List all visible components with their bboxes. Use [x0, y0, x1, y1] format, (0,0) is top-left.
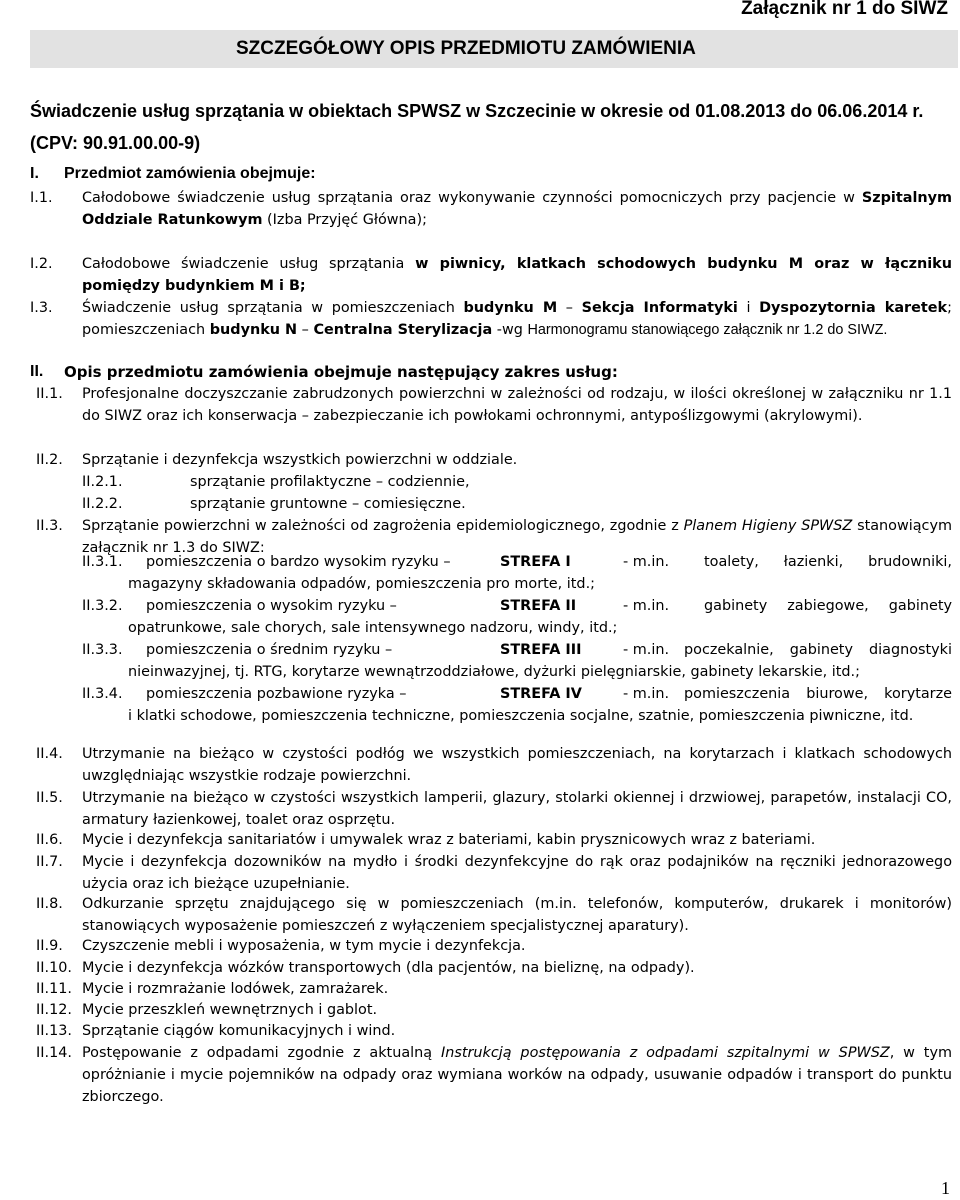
- item-number: II.5.: [36, 790, 63, 806]
- item-number: II.14.: [36, 1045, 72, 1061]
- section-heading: Przedmiot zamówienia obejmuje:: [64, 165, 316, 182]
- item-number: II.9.: [36, 938, 63, 954]
- item-text: Mycie i dezynfekcja wózków transportowych (dla pacjentów, na bieliznę, na odpady).: [82, 960, 695, 976]
- item-number: II.2.: [36, 452, 63, 468]
- item-text: Profesjonalne doczyszczanie zabrudzonych powierzchni w zależności od rodzaju, w ilości określonej w załączniku nr 1.1 do SIWZ oraz ich konserwacja – zabezpieczanie ich powłokami ochronnymi, antypoślizgowymi (akrylowymi).: [82, 386, 952, 424]
- item-text: [82, 297, 952, 341]
- zone-examples-rest: nieinwazyjnej, tj. RTG, korytarze wewnątrzoddziałowe, dyżurki pielęgniarskie, gabinety lekarskie, itd.;: [128, 664, 860, 680]
- item-text: [82, 253, 952, 297]
- section-number: II.: [30, 363, 44, 380]
- zone-name: STREFA I: [500, 554, 571, 570]
- zone-examples-prefix: - m.in.: [623, 642, 670, 658]
- text-run: –: [557, 300, 582, 316]
- text-run: i: [737, 300, 760, 316]
- item-number: II.1.: [36, 386, 63, 402]
- item-text: Sprzątanie i dezynfekcja wszystkich powierzchni w oddziale.: [82, 452, 518, 468]
- item-text: Mycie i dezynfekcja sanitariatów i umywalek wraz z bateriami, kabin prysznicowych wraz z bateriami.: [82, 832, 816, 848]
- text-run-italic: Instrukcją postępowania z odpadami szpitalnymi w SPWSZ: [440, 1045, 890, 1061]
- text-run-bold: w piwnicy, klatkach schodowych budynku M oraz w łączniku pomiędzy budynkiem M i B;: [82, 256, 952, 294]
- zone-name: STREFA III: [500, 642, 582, 658]
- text-run: Postępowanie z odpadami zgodnie z aktualną: [82, 1045, 441, 1061]
- text-run: ; pomieszczeniach: [82, 300, 952, 338]
- zone-name: STREFA IV: [500, 686, 582, 702]
- text-run: -wg: [492, 322, 528, 338]
- section-number: I.: [30, 165, 39, 182]
- text-run: Świadczenie usług sprzątania w pomieszczeniach: [82, 300, 464, 316]
- annex-label: Załącznik nr 1 do SIWZ: [741, 0, 948, 19]
- zone-examples-rest: i klatki schodowe, pomieszczenia techniczne, pomieszczenia socjalne, szatnie, pomieszczenia piwniczne, itd.: [128, 708, 914, 724]
- text-run: , w tym opróżnianie i mycie pojemników na odpady oraz wymiana worków na odpady, usuwanie odpadów i transport do punktu zbiorczego.: [82, 1045, 952, 1105]
- item-number: II.11.: [36, 981, 72, 997]
- text-run: (Izba Przyjęć Główna);: [262, 212, 427, 228]
- item-number: I.2.: [30, 256, 53, 272]
- item-number: II.8.: [36, 896, 63, 912]
- page-number: 1: [941, 1178, 950, 1198]
- text-run-italic: Planem Higieny SPWSZ: [683, 518, 853, 534]
- zone-examples-prefix: - m.in.: [623, 598, 670, 614]
- zone-examples-rest: opatrunkowe, sale chorych, sale intensywnego nadzoru, windy, itd.;: [128, 620, 618, 636]
- item-text: [82, 187, 952, 231]
- item-text: Utrzymanie na bieżąco w czystości podłóg we wszystkich pomieszczeniach, na korytarzach i klatkach schodowych uwzględniając wszystkie rodzaje powierzchni.: [82, 746, 952, 784]
- subitem-number: II.2.2.: [82, 496, 123, 512]
- subitem-number: II.3.3.: [82, 642, 123, 658]
- zone-examples-prefix: - m.in.: [623, 686, 670, 702]
- item-text: Utrzymanie na bieżąco w czystości wszystkich lamperii, glazury, stolarki okiennej i drzwiowej, parapetów, instalacji CO, armatury łazienkowej, toalet oraz osprzętu.: [82, 790, 952, 828]
- item-text: Odkurzanie sprzętu znajdującego się w pomieszczeniach (m.in. telefonów, komputerów, drukarek i monitorów) stanowiących wyposażenie pomieszczeń z wyłączeniem specjalistycznej aparatury).: [82, 896, 952, 934]
- document-title: SZCZEGÓŁOWY OPIS PRZEDMIOTU ZAMÓWIENIA: [236, 38, 696, 59]
- text-run-bold: Dyspozytornia karetek: [759, 300, 948, 316]
- item-number: I.3.: [30, 300, 53, 316]
- text-run-bold: Sekcja Informatyki: [581, 300, 738, 316]
- text-run: Całodobowe świadczenie usług sprzątania: [82, 256, 416, 272]
- subitem-number: II.3.1.: [82, 554, 123, 570]
- zone-examples-first: poczekalnie, gabinety diagnostyki: [684, 642, 952, 658]
- subitem-text: sprzątanie gruntowne – comiesięczne.: [190, 496, 466, 512]
- text-run: stanowiącym załącznik nr 1.3 do SIWZ:: [82, 518, 952, 556]
- text-run-bold: budynku N: [209, 322, 298, 338]
- item-text: Mycie przeszkleń wewnętrznych i gablot.: [82, 1002, 378, 1018]
- text-run: Harmonogramu stanowiącego załącznik nr 1.2 do SIWZ.: [527, 322, 888, 338]
- item-number: II.13.: [36, 1023, 72, 1039]
- item-text: Czyszczenie mebli i wyposażenia, w tym mycie i dezynfekcja.: [82, 938, 526, 954]
- subitem-number: II.3.2.: [82, 598, 123, 614]
- item-number: II.4.: [36, 746, 63, 762]
- item-number: II.12.: [36, 1002, 72, 1018]
- text-run: Sprzątanie powierzchni w zależności od zagrożenia epidemiologicznego, zgodnie z: [82, 518, 684, 534]
- text-run-bold: Centralna Sterylizacja: [313, 322, 493, 338]
- item-number: I.1.: [30, 190, 53, 206]
- text-run: –: [297, 322, 314, 338]
- text-run-bold: Szpitalnym Oddziale Ratunkowym: [82, 190, 952, 228]
- item-number: II.6.: [36, 832, 63, 848]
- zone-examples-first: gabinety zabiegowe, gabinety: [704, 598, 952, 614]
- item-text: [82, 1042, 952, 1108]
- zone-description: pomieszczenia o średnim ryzyku –: [146, 642, 393, 658]
- item-number: II.10.: [36, 960, 72, 976]
- zone-examples-prefix: - m.in.: [623, 554, 670, 570]
- section-heading: Opis przedmiotu zamówienia obejmuje następujący zakres usług:: [64, 363, 618, 381]
- subitem-number: II.2.1.: [82, 474, 123, 490]
- zone-examples-first: pomieszczenia biurowe, korytarze: [684, 686, 952, 702]
- zone-description: pomieszczenia pozbawione ryzyka –: [146, 686, 407, 702]
- zone-name: STREFA II: [500, 598, 577, 614]
- zone-examples-rest: magazyny składowania odpadów, pomieszczenia pro morte, itd.;: [128, 576, 595, 592]
- text-run: Całodobowe świadczenie usług sprzątania oraz wykonywanie czynności pomocniczych przy pacjencie w: [82, 190, 862, 206]
- zone-examples-first: toalety, łazienki, brudowniki,: [704, 554, 952, 570]
- item-text: Mycie i dezynfekcja dozowników na mydło i środki dezynfekcyjne do rąk oraz podajników na ręczniki jednorazowego użycia oraz ich bieżące uzupełnianie.: [82, 854, 952, 892]
- item-number: II.3.: [36, 518, 63, 534]
- item-text: Sprzątanie ciągów komunikacyjnych i wind.: [82, 1023, 396, 1039]
- zone-description: pomieszczenia o wysokim ryzyku –: [146, 598, 397, 614]
- item-text: Mycie i rozmrażanie lodówek, zamrażarek.: [82, 981, 389, 997]
- item-number: II.7.: [36, 854, 63, 870]
- subitem-number: II.3.4.: [82, 686, 123, 702]
- cpv-code: (CPV: 90.91.00.00-9): [30, 133, 201, 153]
- zone-description: pomieszczenia o bardzo wysokim ryzyku –: [146, 554, 451, 570]
- subitem-text: sprzątanie profilaktyczne – codziennie,: [190, 474, 470, 490]
- text-run-bold: budynku M: [463, 300, 558, 316]
- document-subtitle: Świadczenie usług sprzątania w obiektach SPWSZ w Szczecinie w okresie od 01.08.2013 do 06.06.2014 r.: [30, 101, 924, 121]
